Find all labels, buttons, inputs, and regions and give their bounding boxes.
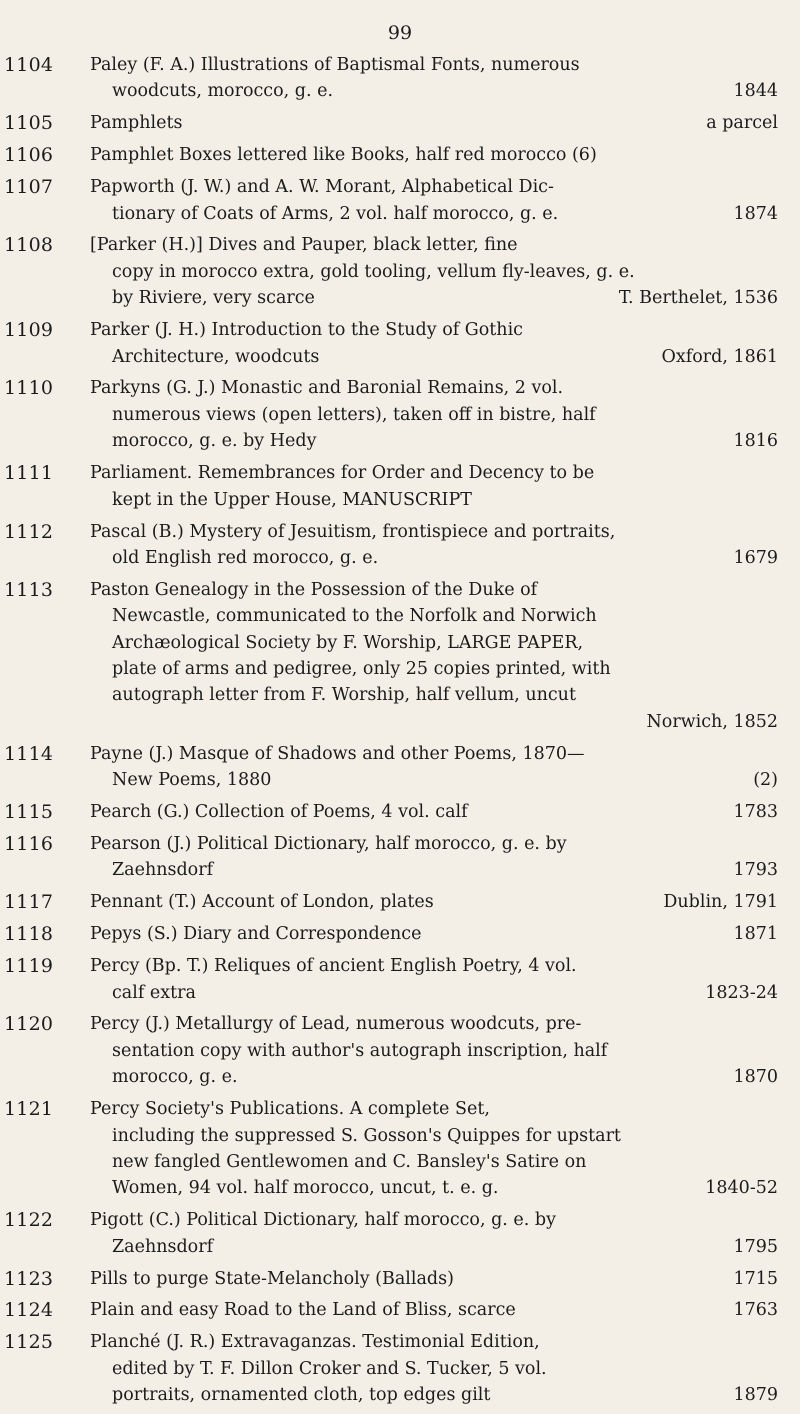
lot-number: 1125 [4,1331,54,1354]
lot-date: 1795 [733,1236,778,1257]
lot-text: Parker (J. H.) Introduction to the Study of Gothic [90,320,523,341]
lot-date: 1871 [733,924,778,945]
lot-number: 1114 [4,742,54,765]
lot-date: 1840-52 [705,1178,778,1199]
lot-text: Pennant (T.) Account of London, plates [90,892,434,913]
lot-number: 1115 [4,801,54,824]
lot-number: 1110 [4,377,54,400]
lot-text: Percy (J.) Metallurgy of Lead, numerous woodcuts, pre- [90,1014,582,1035]
lot-text: woodcuts, morocco, g. e. [112,81,334,102]
lot-text: including the suppressed S. Gosson's Quippes for upstart [112,1125,621,1146]
lot-text: [Parker (H.)] Dives and Pauper, black letter, fine [90,235,518,256]
lot-number: 1104 [4,54,54,76]
lot-number: 1118 [4,923,54,946]
lot-text: new fangled Gentlewomen and C. Bansley's Satire on [112,1151,587,1172]
lot-imprint: Dublin, 1791 [663,892,778,913]
lot-number: 1105 [4,112,54,135]
lot-entry [0,110,800,136]
lot-text: Pearch (G.) Collection of Poems, 4 vol. calf [90,802,468,823]
lot-number: 1117 [4,891,54,914]
lot-entry [0,174,800,227]
lot-text: morocco, g. e. [112,1067,238,1088]
lot-number: 1113 [4,578,54,601]
lot-entry [0,1297,800,1323]
lot-text: New Poems, 1880 [112,770,272,791]
lot-entry [0,232,800,311]
page-number: 99 [387,22,413,44]
lot-text: Percy Society's Publications. A complete Set, [90,1099,490,1120]
lot-text: Pills to purge State-Melancholy (Ballads) [90,1268,454,1289]
lot-number: 1121 [4,1098,54,1121]
lot-entry [0,799,800,825]
lot-text: Archæological Society by F. Worship, LARGE PAPER, [112,632,584,653]
lot-date: 1879 [733,1385,778,1406]
lot-date: 1715 [733,1268,778,1289]
lot-text: calf extra [112,982,196,1003]
lot-date: 1870 [733,1067,778,1088]
lot-text: Plain and easy Road to the Land of Bliss, scarce [90,1300,516,1321]
lot-text: Paley (F. A.) Illustrations of Baptismal Fonts, numerous [90,55,580,75]
lot-entry [0,519,800,572]
lot-number: 1107 [4,176,54,199]
lot-number: 1119 [4,955,54,978]
lot-text: Pearson (J.) Political Dictionary, half morocco, g. e. by [90,833,567,854]
lot-entry [0,741,800,794]
lot-entry [0,1011,800,1090]
lot-entry [0,1266,800,1292]
lot-imprint: Oxford, 1861 [661,346,778,367]
lot-number: 1122 [4,1209,54,1232]
lot-date: 1823-24 [705,982,778,1003]
lot-text: Zaehnsdorf [112,860,214,881]
lot-number: 1123 [4,1267,54,1290]
lot-number: 1108 [4,234,54,257]
lot-text: Newcastle, communicated to the Norfolk and Norwich [112,606,597,627]
lot-text: Architecture, woodcuts [112,346,320,367]
lot-date: 1679 [733,547,778,568]
lot-number: 1116 [4,832,54,855]
lot-text: Pigott (C.) Political Dictionary, half morocco, g. e. by [90,1210,556,1231]
lot-text: Pepys (S.) Diary and Correspondence [90,924,422,945]
lot-text: portraits, ornamented cloth, top edges gilt [112,1385,491,1406]
lot-entry [0,375,800,454]
lot-text: Parliament. Remembrances for Order and Decency to be [90,463,595,484]
lot-date: 1844 [733,81,778,102]
lot-quantity: a parcel [706,113,778,134]
lot-text: Payne (J.) Masque of Shadows and other Poems, 1870— [90,743,585,764]
lot-text: numerous views (open letters), taken off in bistre, half [112,404,596,425]
lot-entry [0,1096,800,1202]
lot-text: Women, 94 vol. half morocco, uncut, t. e. g. [112,1178,499,1199]
lot-text: Percy (Bp. T.) Reliques of ancient English Poetry, 4 vol. [90,956,577,977]
lot-text: morocco, g. e. by Hedy [112,431,317,452]
lot-text: copy in morocco extra, gold tooling, vellum fly-leaves, g. e. [112,261,635,282]
lot-text: kept in the Upper House, MANUSCRIPT [112,489,472,510]
lot-date: 1874 [733,203,778,224]
lot-date: 1763 [733,1300,778,1321]
lot-text: Pamphlet Boxes lettered like Books, half red morocco (6) [90,145,597,166]
lot-text: Pascal (B.) Mystery of Jesuitism, frontispiece and portraits, [90,521,616,542]
lot-entry [0,921,800,947]
lot-number: 1109 [4,319,54,342]
lot-entry [0,317,800,370]
lot-imprint: T. Berthelet, 1536 [618,288,778,309]
lot-list [0,52,800,1414]
lot-entry [0,52,800,105]
lot-text: Zaehnsdorf [112,1236,214,1257]
lot-text: by Riviere, very scarce [112,288,315,309]
lot-date: 1783 [733,802,778,823]
lot-text: tionary of Coats of Arms, 2 vol. half morocco, g. e. [112,203,559,224]
lot-text: old English red morocco, g. e. [112,547,379,568]
lot-text: Parkyns (G. J.) Monastic and Baronial Remains, 2 vol. [90,378,564,399]
lot-text: Pamphlets [90,113,183,134]
lot-date: 1816 [733,431,778,452]
lot-number: 1111 [4,462,54,485]
lot-number: 1106 [4,144,54,167]
lot-entry [0,1329,800,1408]
lot-entry [0,831,800,884]
lot-imprint: Norwich, 1852 [646,711,778,732]
lot-date: 1793 [733,860,778,881]
lot-text: autograph letter from F. Worship, half vellum, uncut [112,685,576,706]
lot-entry [0,142,800,168]
lot-entry [0,953,800,1006]
lot-text: Paston Genealogy in the Possession of the Duke of [90,579,538,600]
lot-entry [0,889,800,915]
lot-quantity: (2) [753,770,778,791]
lot-text: Papworth (J. W.) and A. W. Morant, Alphabetical Dic- [90,177,554,198]
lot-text: Planché (J. R.) Extravaganzas. Testimonial Edition, [90,1332,540,1353]
lot-text: sentation copy with author's autograph inscription, half [112,1040,608,1061]
lot-entry [0,577,800,735]
lot-text: plate of arms and pedigree, only 25 copies printed, with [112,659,611,680]
lot-number: 1112 [4,520,54,543]
lot-entry [0,1207,800,1260]
lot-entry [0,460,800,513]
lot-number: 1124 [4,1299,54,1322]
lot-text: edited by T. F. Dillon Croker and S. Tucker, 5 vol. [112,1358,547,1379]
lot-number: 1120 [4,1013,54,1036]
